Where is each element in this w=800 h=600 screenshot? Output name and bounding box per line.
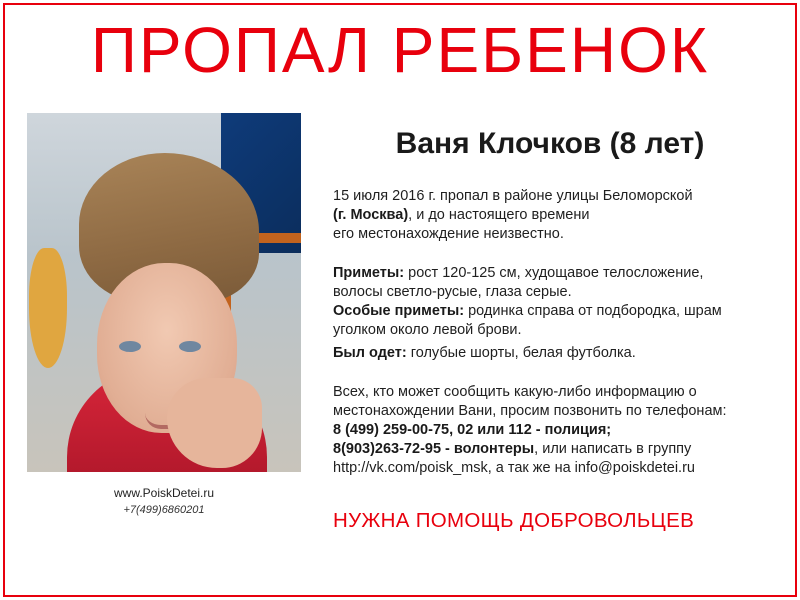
volunteer-phone: 8(903)263-72-95 - волонтеры: [333, 441, 535, 457]
photo-snack: [29, 248, 67, 368]
special-line-2: уголком около левой брови.: [333, 322, 522, 338]
disappearance-line-3: его местонахождение неизвестно.: [333, 226, 564, 242]
child-name: Ваня Клочков (8 лет): [395, 127, 705, 160]
disappearance-city: (г. Москва): [333, 207, 409, 223]
clothes-text: голубые шорты, белая футболка.: [410, 345, 636, 361]
contact-line-3: [333, 421, 783, 440]
disappearance-continuation: , и до настоящего времени: [408, 207, 590, 223]
photo-eye-right: [179, 341, 201, 352]
clothes-line: [333, 344, 783, 363]
features-line-2: волосы светло-русые, глаза серые.: [333, 284, 572, 300]
disappearance-date: 15 июля 2016 г.: [333, 188, 436, 204]
features-line-1: [333, 264, 783, 283]
contact-line-5: http://vk.com/poisk_msk, а так же на info@poiskdetei.ru: [333, 460, 695, 476]
contact-line-1: Всех, кто может сообщить какую-либо информацию о: [333, 384, 697, 400]
contact-line-4: [333, 440, 783, 459]
features-label: Приметы:: [333, 265, 405, 281]
site-phone: +7(499)6860201: [123, 504, 205, 516]
special-line-1: [333, 302, 783, 321]
volunteer-call-to-action: НУЖНА ПОМОЩЬ ДОБРОВОЛЬЦЕВ: [333, 509, 695, 532]
site-url: www.PoiskDetei.ru: [113, 486, 215, 500]
features-text-1: рост 120-125 см, худощавое телосложение,: [408, 265, 704, 281]
disappearance-line-1: [333, 187, 783, 206]
contact-write-group: , или написать в группу: [534, 441, 692, 457]
special-text-1: родинка справа от подбородка, шрам: [468, 303, 722, 319]
disappearance-place: пропал в районе улицы Беломорской: [440, 188, 693, 204]
photo-eye-left: [119, 341, 141, 352]
contact-line-2: местонахождении Вани, просим позвонить по телефонам:: [333, 403, 727, 419]
police-phones: 8 (499) 259-00-75, 02 или 112 - полиция;: [333, 422, 612, 438]
special-label: Особые приметы:: [333, 303, 465, 319]
disappearance-line-2: [333, 206, 783, 225]
poster-headline: ПРОПАЛ РЕБЕНОК: [90, 14, 710, 86]
clothes-label: Был одет:: [333, 345, 407, 361]
child-photo: [27, 113, 301, 472]
